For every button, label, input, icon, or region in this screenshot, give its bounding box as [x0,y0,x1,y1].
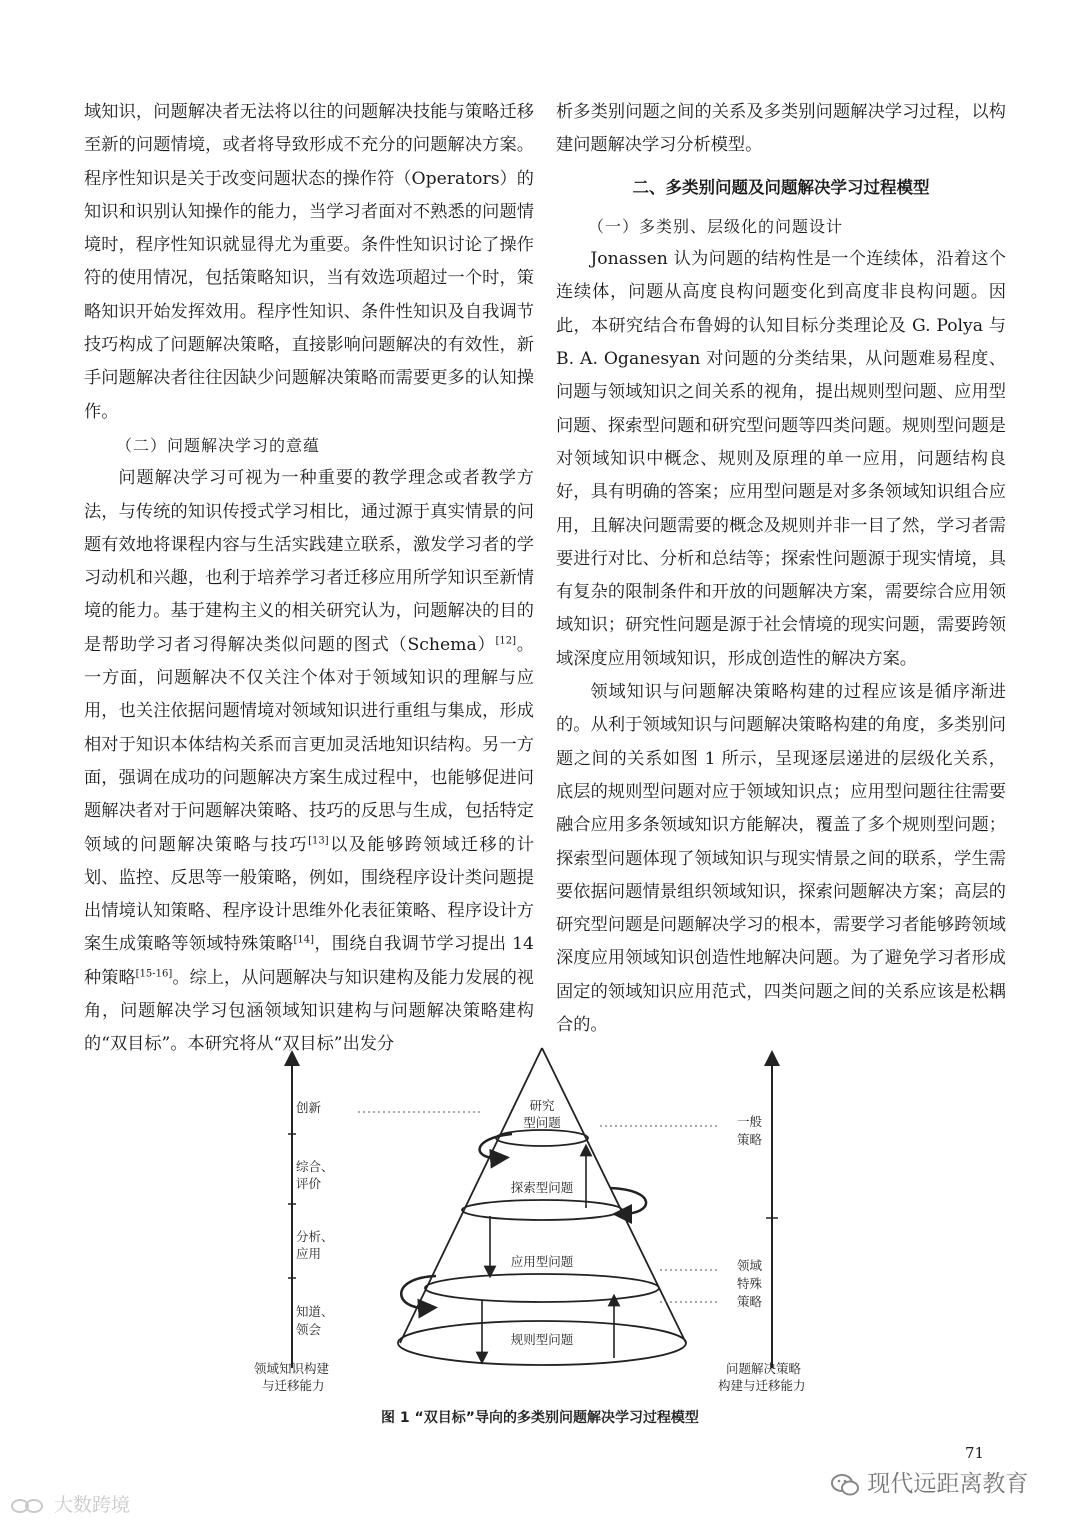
section-heading: 二、多类别问题及问题解决学习过程模型 [632,177,930,197]
loop-arrow [610,1188,646,1214]
figure-caption: 图 1 “双目标”导向的多类别问题解决学习过程模型 [381,1410,699,1426]
right-paragraph-0: 析多类别问题之间的关系及多类别问题解决学习过程，以构建问题解决学习分析模型。 [556,102,1006,156]
problem-explore: 探索型问题 [510,1180,574,1195]
figure-1 [250,1038,830,1400]
level-label: 创新 [296,1100,322,1115]
citation-14: [14] [293,934,315,946]
left-axis-label: 与迁移能力 [262,1378,325,1393]
citation-13: [13] [308,834,329,846]
strategy-label: 特殊 [737,1276,763,1291]
left-paragraph-1: 域知识，问题解决者无法将以往的问题解决技能与策略迁移至新的问题情境，或者将导致形成不充分的问题解决方案。程序性知识是关于改变问题状态的操作符（Operators）的知识和识别认知操作的能力，当学习者面对不熟悉的问题情境时，程序性知识就显得尤为重要。条件性知识讨论了操作符的使用情况，包括策略知识，当有效选项超过一个时，策略知识开始发挥效用。程序性知识、条件性知识及自我调节技巧构成了问题解决策略，直接影响问题解决的有效性，新手问题解决者往往因缺少问题解决策略而需要更多的认知操作。 [84,102,534,422]
strategy-label: 领域 [737,1258,763,1273]
text-run: 。综上，从问题解决与知识建构及能力发展的视角，问题解决学习包涵领域知识建构与问题解决策略建构的“双目标”。本研究将从“双目标”出发分 [84,967,534,1055]
subheading-1: （一）多类别、层级化的问题设计 [588,216,844,236]
text-run: ，围绕自我调节学习提出 14 种策略 [84,934,534,988]
text-run: 以及能够跨领域迁移的计划、监控、反思等一般策略，例如，围绕程序设计类问题提出情境认知策略、程序设计思维外化表征策略、程序设计方案生成策略等领域特殊策略 [84,834,534,955]
pyramid-diagram [250,1038,830,1400]
watermark-text: 大数跨境 [54,1494,131,1516]
problem-research: 研究 [529,1098,555,1113]
wechat-icon [830,1472,860,1498]
level-label: 应用 [296,1246,322,1261]
left-paragraph-2 [84,462,534,1061]
level-label: 评价 [296,1176,322,1191]
problem-apply: 应用型问题 [510,1254,574,1269]
level-label: 分析、 [296,1229,334,1244]
watermark-left [10,1490,130,1517]
problem-rule: 规则型问题 [510,1332,574,1347]
strategy-label: 策略 [737,1294,763,1309]
citation-15-16: [15-16] [135,967,173,979]
strategy-label: 一般 [737,1114,763,1129]
text-run: 问题解决学习可视为一种重要的教学理念或者教学方法，与传统的知识传授式学习相比，通过源于真实情景的问题有效地将课程内容与生活实践建立联系，激发学习者的学习动机和兴趣，也利于培养学习者迁移应用所学知识至新情境的能力。基于建构主义的相关研究认为，问题解决的目的是帮助学习者习得解决类似问题的图式（Schema） [84,468,534,655]
level-ring [425,1274,659,1302]
level-label: 领会 [296,1322,322,1337]
loop-arrow [480,1134,512,1158]
level-label: 综合、 [296,1159,334,1174]
right-column [556,96,1006,1042]
right-paragraph-2: 领域知识与问题解决策略构建的过程应该是循序渐进的。从利于领域知识与问题解决策略构建的角度，多类别问题之间的关系如图 1 所示，呈现逐层递进的层级化关系，底层的规则型问题对应于领域知识点；应用型问题往往需要融合应用多条领域知识方能解决，覆盖了多个规则型问题；探索型问题体现了领域知识与现实情景之间的联系，学生需要依据问题情景组织领域知识，探索问题解决方案；高层的研究型问题是问题解决学习的根本，需要学习者能够跨领域深度应用领域知识创造性地解决问题。为了避免学习者形成固定的领域知识应用范式，四类问题之间的关系应该是松耦合的。 [556,682,1006,1036]
left-axis-label: 领域知识构建 [254,1361,330,1376]
citation-12: [12] [495,635,516,647]
left-column [84,96,534,1062]
subheading-2: （二）问题解决学习的意蕴 [116,435,321,455]
right-paragraph-1: Jonassen 认为问题的结构性是一个连续体，沿着这个连续体，问题从高度良构问题变化到高度非良构问题。因此，本研究结合布鲁姆的认知目标分类理论及 G. Polya 与 B. A. Oganesyan 对问题的分类结果，从问题难易程度、问题与领域知识之间关系的视角，提出规则型问题、应用型问题、探索型问题和研究型问题等四类问题。规则型问题是对领域知识中概念、规则及原理的单一应用，问题结构良好，具有明确的答案；应用型问题是对多条领域知识组合应用，且解决问题需要的概念及规则并非一目了然，学习者需要进行对比、分析和总结等；探索性问题源于现实情境，具有复杂的限制条件和开放的问题解决方案，需要综合应用领域知识；研究性问题是源于社会情境的现实问题，需要跨领域深度应用领域知识，形成创造性的解决方案。 [556,249,1006,669]
strategy-label: 策略 [737,1132,763,1147]
watermark-right [830,1465,1028,1498]
right-axis-label: 构建与迁移能力 [718,1378,806,1393]
text-run: 。一方面，问题解决不仅关注个体对于领域知识的理解与应用，也关注依据问题情境对领域知识进行重组与集成，形成相对于知识本体结构关系而言更加灵活地知识结构。另一方面，强调在成功的问题解决方案生成过程中，也能够促进问题解决者对于问题解决策略、技巧的反思与生成，包括特定领域的问题解决策略与技巧 [84,634,534,855]
level-ring [496,1130,588,1146]
watermark-text: 现代远距离教育 [867,1471,1029,1497]
problem-research: 型问题 [523,1115,561,1130]
link-icon [10,1496,48,1516]
level-ring [462,1200,622,1220]
level-label: 知道、 [296,1304,334,1319]
right-axis-label: 问题解决策略 [726,1361,802,1376]
page-number: 71 [965,1444,985,1462]
